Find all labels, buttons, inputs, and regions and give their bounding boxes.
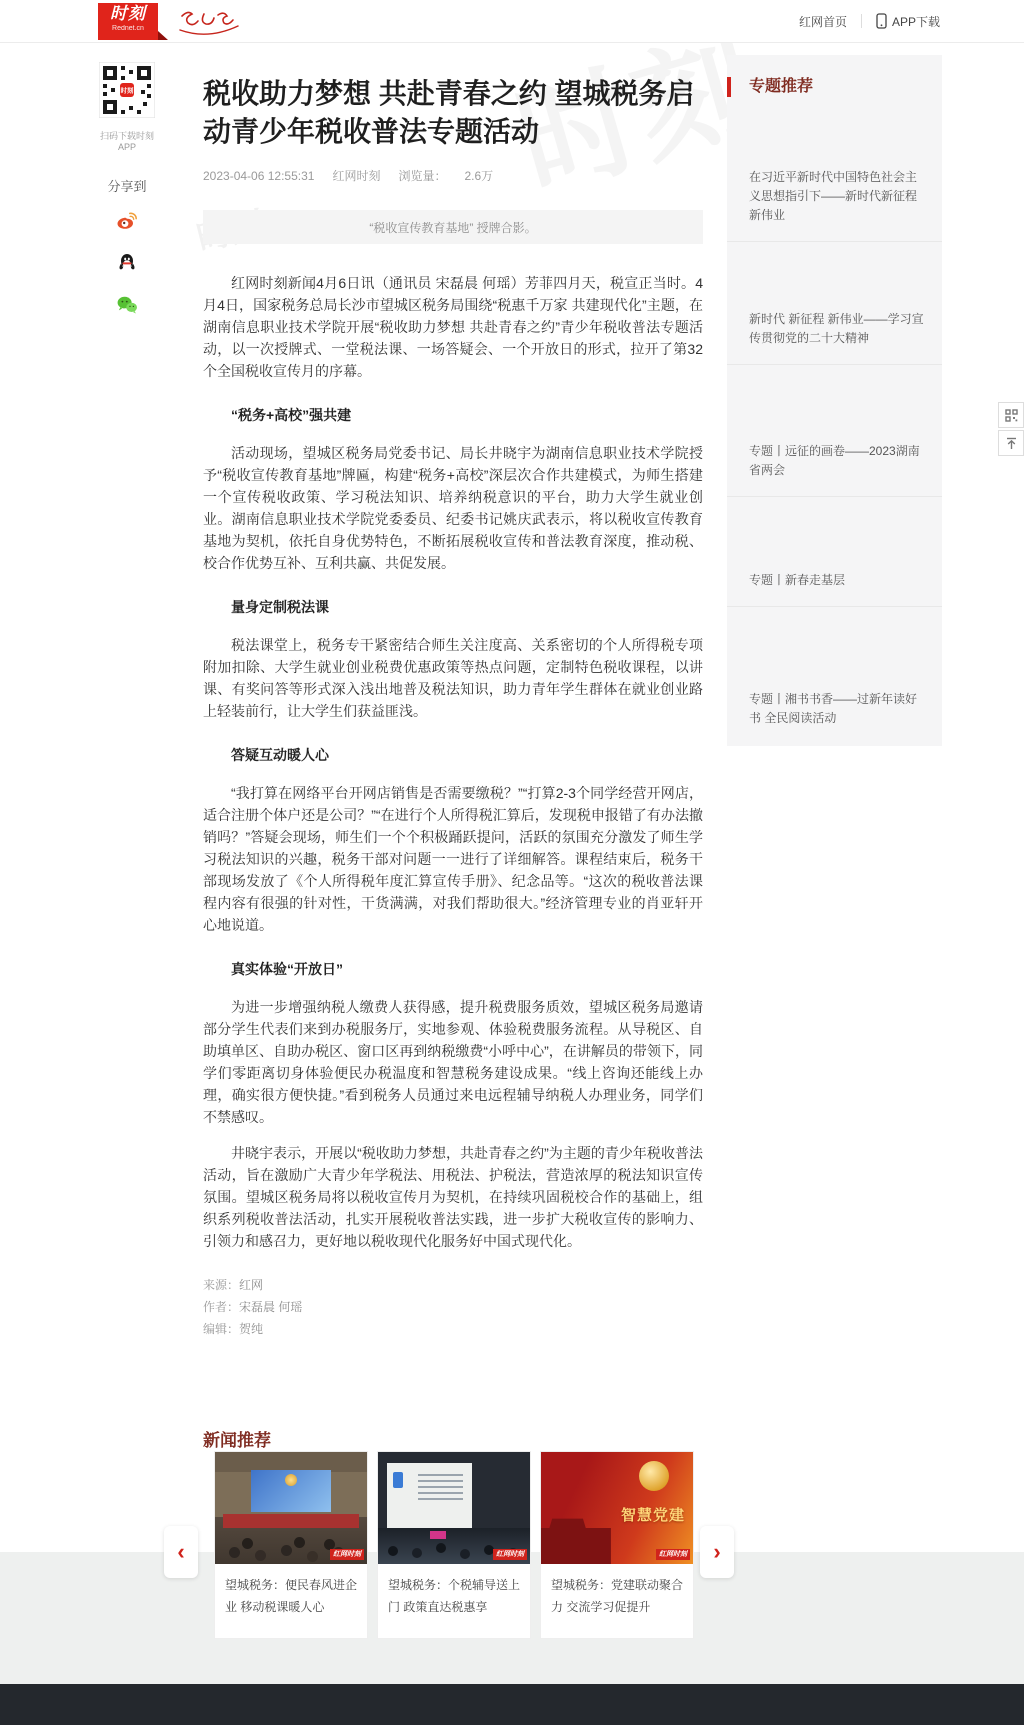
thumbnail-watermark-badge: 红网时刻	[330, 1549, 364, 1560]
paragraph: “我打算在网络平台开网店销售是否需要缴税？”“打算2-3个同学经营开网店，适合注册个体户还是公司？”“在进行个人所得税汇算后，发现税申报错了有办法撤销吗？”答疑会现场，师生们一个个积极踊跃提问，活跃的氛围充分激发了师生学习税法知识的兴趣，税务干部对问题一一进行了详细解答。课程结束后，税务干部现场发放了《个人所得税年度汇算宣传手册》、纪念品等。“这次的税收普法课程内容有很强的针对性，干货满满，对我们帮助很大。”经济管理专业的肖亚轩开心地说道。	[203, 785, 703, 933]
paragraph: 井晓宇表示，开展以“税收助力梦想，共赴青春之约”为主题的青少年税收普法活动，旨在激励广大青少年学税法、用税法、护税法，营造浓厚的税法知识宣传氛围。望城区税务局将以税收宣传月为契机，在持续巩固税校合作的基础上，组织系列税收普法活动，扎实开展税收普法实践，进一步扩大税收宣传的影响力、引领力和感召力，更好地以税收现代化服务好中国式现代化。	[203, 1145, 703, 1249]
logo-subtitle: Rednet.cn	[112, 25, 144, 32]
chevron-left-icon: ‹	[177, 1539, 185, 1564]
header-nav	[799, 0, 940, 42]
wechat-icon[interactable]	[115, 293, 139, 317]
share-to-label: 分享到	[107, 179, 147, 194]
recommend-cards	[215, 1452, 693, 1638]
rednet-logo[interactable]	[98, 3, 158, 40]
section-subhead: 答疑互动暖人心	[231, 747, 329, 763]
thumbnail-watermark-badge: 红网时刻	[656, 1549, 690, 1560]
author-line: 作者：宋磊晨 何瑶	[203, 1300, 303, 1314]
thumbnail-watermark-badge: 红网时刻	[493, 1549, 527, 1560]
qr-caption: 扫码下载时刻APP	[99, 131, 154, 152]
article-credits	[203, 1274, 703, 1340]
publish-datetime: 2023-04-06 12:55:31	[203, 169, 315, 183]
thumbnail-overlay-text: 智慧党建	[620, 1506, 685, 1524]
share-rail	[92, 62, 162, 317]
news-card-title: 望城税务：便民春风进企业 移动税课暖人心	[225, 1578, 358, 1614]
site-footer	[0, 1684, 1024, 1725]
qr-code-icon	[1005, 409, 1018, 422]
back-to-top-icon	[1005, 437, 1018, 450]
article-title: 税收助力梦想 共赴青春之约 望城税务启动青少年税收普法专题活动	[203, 78, 695, 147]
views-count: 浏览量： 2.6万	[398, 169, 494, 183]
topic-item[interactable]: 专题丨新春走基层	[727, 496, 942, 606]
app-qr-code	[99, 62, 155, 118]
section-subhead: 真实体验“开放日”	[231, 961, 343, 977]
article	[203, 55, 703, 1340]
weibo-icon[interactable]	[115, 209, 139, 233]
share-buttons	[92, 209, 162, 317]
article-source: 红网时刻	[332, 169, 381, 183]
news-card-thumbnail	[378, 1452, 530, 1564]
news-card-title: 望城税务：党建联动聚合力 交流学习促提升	[551, 1578, 684, 1614]
source-line: 来源：红网	[203, 1278, 264, 1292]
article-body	[203, 272, 703, 1252]
topics-panel-title: 专题推荐	[727, 77, 942, 97]
news-card-thumbnail	[215, 1452, 367, 1564]
floating-toolbar	[998, 402, 1024, 458]
news-card-title: 望城税务：个税辅导送上门 政策直达税惠享	[388, 1578, 521, 1614]
topic-item[interactable]: 专题丨远征的画卷——2023湖南省两会	[727, 364, 942, 496]
section-subhead: 量身定制税法课	[231, 599, 329, 615]
nav-app-label: APP下载	[891, 14, 940, 29]
topic-item[interactable]: 专题丨湘书书香——过新年读好书 全民阅读活动	[727, 606, 942, 744]
back-to-top-button[interactable]	[998, 430, 1024, 456]
article-meta	[203, 167, 703, 184]
topic-item[interactable]: 新时代 新征程 新伟业——学习宣传贯彻党的二十大精神	[727, 241, 942, 364]
news-card[interactable]	[215, 1452, 367, 1638]
logo-title: 时刻	[110, 4, 146, 23]
rednet-calligraphy-icon	[174, 6, 246, 40]
paragraph: 红网时刻新闻4月6日讯（通讯员 宋磊晨 何瑶）芳菲四月天，税宣正当时。4月4日，国家税务总局长沙市望城区税务局围绕“税惠千万家 共建现代化”主题，在湖南信息职业技术学院开展“税收助力梦想 共赴青春之约”青少年税收普法专题活动，以一次授牌式、一堂税法课、一场答疑会、一个开放日的形式，拉开了第32个全国税收宣传月的序幕。	[203, 275, 703, 379]
svg-text:时刻: 时刻	[120, 87, 134, 95]
section-subhead: “税务+高校”强共建	[231, 407, 352, 423]
nav-home-label: 红网首页	[798, 14, 847, 29]
paragraph: 活动现场，望城区税务局党委书记、局长井晓宇为湖南信息职业技术学院授予“税收宣传教育基地”牌匾，构建“税务+高校”深层次合作共建模式，为师生搭建一个宣传税收政策、学习税法知识、培养纳税意识的平台，助力大学生就业创业。湖南信息职业技术学院党委委员、纪委书记姚庆武表示，将以税收宣传教育基地为契机，依托自身优势特色，不断拓展税收宣传和普法教育深度，推动税、校合作优势互补、互利共赢、共促发展。	[203, 445, 703, 571]
image-caption: “税收宣传教育基地” 授牌合影。	[369, 220, 537, 235]
carousel-prev-button[interactable]	[164, 1526, 198, 1578]
image-caption-box	[203, 210, 703, 244]
news-card[interactable]	[541, 1452, 693, 1638]
topics-panel	[727, 55, 942, 746]
nav-app-download-link[interactable]	[876, 13, 940, 30]
news-card-thumbnail	[541, 1452, 693, 1564]
news-card[interactable]	[378, 1452, 530, 1638]
paragraph: 为进一步增强纳税人缴费人获得感，提升税费服务质效，望城区税务局邀请部分学生代表们来到办税服务厅，实地参观、体验税费服务流程。从导税区、自助填单区、自助办税区、窗口区再到纳税缴费“小呼中心”，在讲解员的带领下，同学们零距离切身体验便民办税温度和智慧税务建设成果。“线上咨询还能线上办理，确实很方便快捷。”看到税务人员通过来电远程辅导纳税人办理业务，同学们不禁感叹。	[203, 999, 703, 1125]
topic-item[interactable]: 在习近平新时代中国特色社会主义思想指引下——新时代新征程新伟业	[749, 170, 918, 222]
phone-icon	[876, 13, 887, 29]
carousel-next-button[interactable]	[700, 1526, 734, 1578]
nav-divider	[861, 14, 862, 28]
site-header	[0, 0, 1024, 43]
logo-ribbon-fold	[158, 31, 168, 40]
recommend-title: 新闻推荐	[203, 1431, 271, 1451]
paragraph: 税法课堂上，税务专干紧密结合师生关注度高、关系密切的个人所得税专项附加扣除、大学生就业创业税费优惠政策等热点问题，定制特色税收课程，以讲课、有奖问答等形式深入浅出地普及税法知识，助力青年学生群体在就业创业路上轻装前行，让大学生们获益匪浅。	[203, 637, 703, 719]
chevron-right-icon: ›	[713, 1539, 721, 1564]
qr-code-tool-button[interactable]	[998, 402, 1024, 428]
nav-home-link[interactable]	[799, 13, 847, 30]
qq-icon[interactable]	[115, 251, 139, 275]
editor-line: 编辑：贺纯	[203, 1322, 264, 1336]
